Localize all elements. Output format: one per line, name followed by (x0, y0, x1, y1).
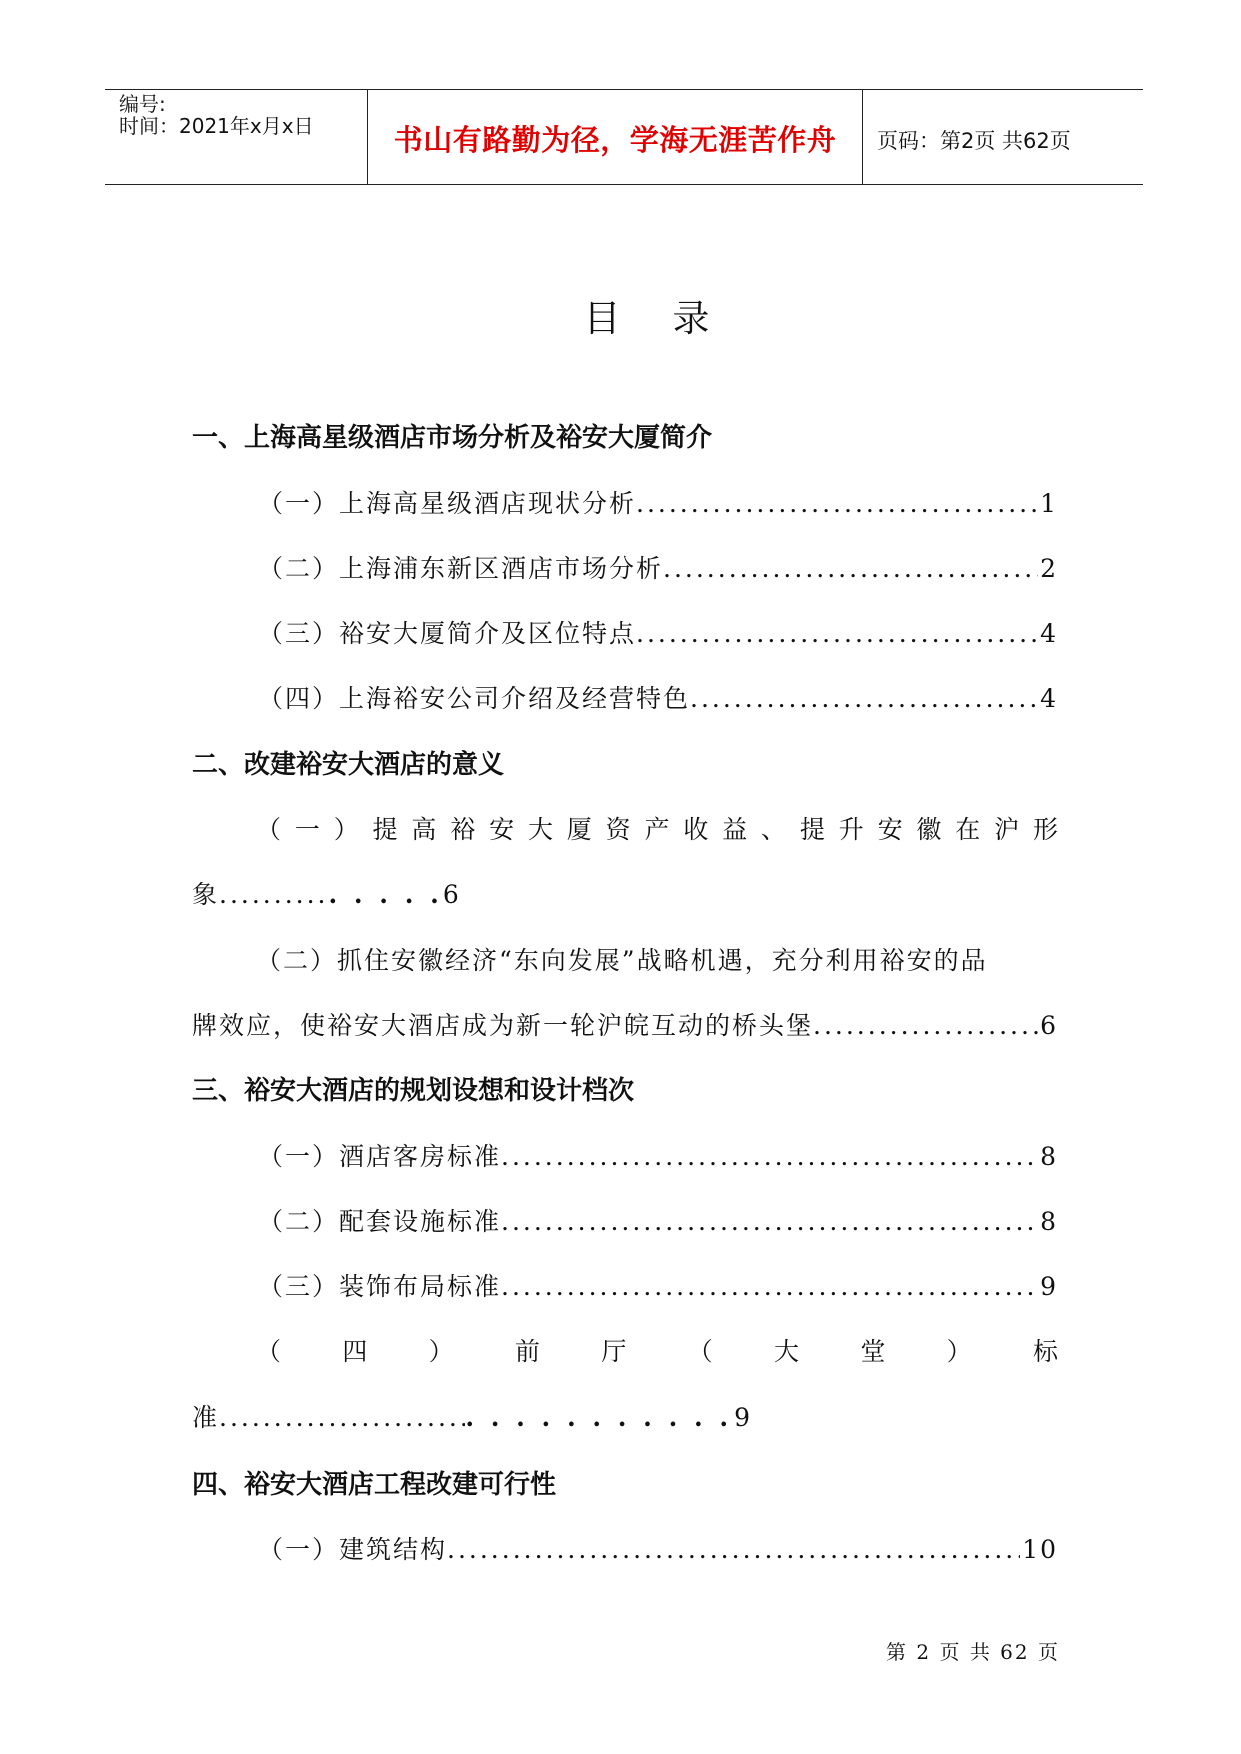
toc-leader (636, 619, 1038, 649)
time-label: 时间：2021年x月x日 (119, 114, 314, 138)
toc-page-number: 6 (1040, 1011, 1058, 1040)
toc-page-number: 8 (1040, 1142, 1058, 1171)
toc-entry-label: 象 (192, 880, 220, 909)
toc-entry-label: 准 (192, 1403, 220, 1432)
toc-entry[interactable] (258, 619, 1058, 649)
toc-entry-label: （一）建筑结构 (258, 1535, 448, 1564)
toc-leader (501, 1272, 1038, 1302)
toc-section-3[interactable]: 三、裕安大酒店的规划设想和设计档次 (192, 1076, 635, 1106)
header-motto-cell (368, 90, 863, 184)
toc-leader-bold: . . . . . . . . . . . (465, 1403, 733, 1432)
number-label: 编号: (119, 92, 166, 116)
toc-leader (813, 1011, 1038, 1041)
toc-entry[interactable] (258, 1535, 1058, 1565)
toc-entry-continuation[interactable] (192, 880, 461, 910)
toc-leader-bold: . . . . . (328, 880, 443, 909)
page-title: 目录 (583, 297, 762, 340)
header-right-cell (863, 90, 1143, 184)
toc-entry-label: 牌效应，使裕安大酒店成为新一轮沪皖互动的桥头堡 (192, 1011, 814, 1040)
toc-entry-line[interactable]: （二）抓住安徽经济“东向发展”战略机遇，充分利用裕安的品 (256, 946, 988, 975)
toc-page-number: 10 (1022, 1535, 1058, 1564)
header-left-cell (105, 90, 368, 184)
toc-entry-label: （四）上海裕安公司介绍及经营特色 (258, 684, 691, 713)
toc-page-number: 1 (1040, 489, 1058, 518)
toc-entry[interactable] (258, 1142, 1058, 1172)
toc-section-1[interactable]: 一、上海高星级酒店市场分析及裕安大厦简介 (192, 423, 713, 453)
toc-page-number: 6 (442, 880, 461, 909)
toc-leader (663, 554, 1038, 584)
toc-entry-label: （一）酒店客房标准 (258, 1142, 502, 1171)
toc-entry-continuation[interactable] (192, 1011, 1058, 1041)
toc-section-4[interactable]: 四、裕安大酒店工程改建可行性 (192, 1470, 557, 1500)
toc-leader (501, 1142, 1038, 1172)
toc-entry[interactable] (258, 489, 1058, 519)
toc-section-2[interactable]: 二、改建裕安大酒店的意义 (192, 750, 505, 780)
toc-leader (447, 1535, 1020, 1565)
toc-entry-label: （二）上海浦东新区酒店市场分析 (258, 554, 664, 583)
toc-page-number: 2 (1040, 554, 1058, 583)
toc-page-number: 9 (1040, 1272, 1058, 1301)
toc-leader (219, 1403, 465, 1433)
toc-entry-label: （二）配套设施标准 (258, 1207, 502, 1236)
toc-leader (501, 1207, 1038, 1237)
toc-page-number: 4 (1040, 684, 1058, 713)
toc-entry[interactable] (258, 1207, 1058, 1237)
page-code: 页码：第2页 共62页 (877, 129, 1071, 153)
toc-page-number: 8 (1040, 1207, 1058, 1236)
toc-entry[interactable] (258, 684, 1058, 714)
toc-entry-line[interactable]: （ 四 ） 前 厅 （ 大 堂 ） 标 (256, 1337, 1058, 1366)
toc-entry[interactable] (258, 1272, 1058, 1302)
toc-leader (636, 489, 1038, 519)
toc-leader (690, 684, 1038, 714)
toc-entry-line[interactable]: （ 一 ） 提 高 裕 安 大 厦 资 产 收 益 、 提 升 安 徽 在 沪 形 (256, 815, 1058, 844)
toc-entry-label: （三）裕安大厦简介及区位特点 (258, 619, 637, 648)
toc-page-number: 4 (1040, 619, 1058, 648)
motto: 书山有路勤为径，学海无涯苦作舟 (393, 123, 837, 157)
toc-entry-label: （一）上海高星级酒店现状分析 (258, 489, 637, 518)
toc-page-number: 9 (734, 1403, 752, 1432)
toc-leader: .......... (219, 880, 329, 909)
toc-entry-continuation[interactable] (192, 1403, 752, 1433)
document-header (105, 89, 1143, 185)
toc-entry[interactable] (258, 554, 1058, 584)
toc-entry-label: （三）装饰布局标准 (258, 1272, 502, 1301)
page-footer: 第 2 页 共 62 页 (886, 1640, 1060, 1664)
